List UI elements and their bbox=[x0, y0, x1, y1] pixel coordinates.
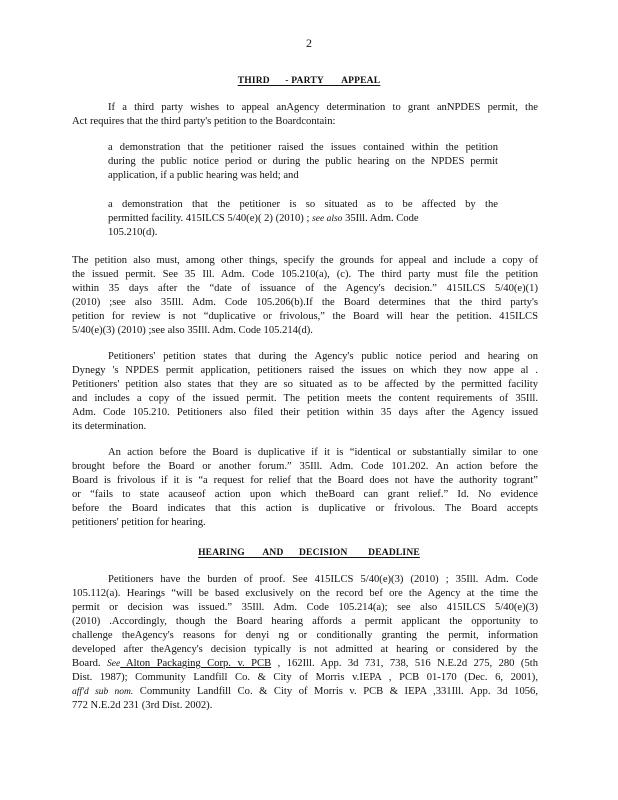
text-line: (2010) ;see also 35Ill. Adm. Code 105.206(b).If the Board determines that the third party's bbox=[72, 297, 538, 308]
text-line: a demonstration that the petitioner raised the issues contained within the petition bbox=[108, 142, 498, 153]
text-line: Petitioners have the burden of proof. See 415ILCS 5/40(e)(3) (2010) ; 35Ill. Adm. Code bbox=[108, 574, 538, 585]
heading-text: HEARING AND DECISION DEADLINE bbox=[198, 548, 420, 558]
text-line: (2010) .Accordingly, though the Board hearing affords a permit applicant the opportunity to bbox=[72, 616, 538, 627]
text-line: 5/40(e)(3) (2010) ;see also 35Ill. Adm. Code 105.214(d). bbox=[72, 325, 313, 336]
heading-text: THIRD - PARTY APPEAL bbox=[237, 76, 381, 86]
text-line: and includes a copy of the issued permit. The petition meets the content requirements of 35Ill. bbox=[72, 393, 538, 404]
case-name: Alton Packaging Corp. v. PCB bbox=[120, 658, 272, 669]
text-run: Community Landfill Co. & City of Morris v. PCB & IEPA ,331Ill. App. 3d 1056, bbox=[133, 686, 538, 697]
paragraph-duplicative-frivolous bbox=[72, 446, 538, 530]
text-run: 35Ill. Adm. Code bbox=[342, 213, 419, 224]
text-run: permitted facility. 415ILCS 5/40(e)( 2) (2010) ; bbox=[108, 213, 313, 224]
text-line: 772 N.E.2d 231 (3rd Dist. 2002). bbox=[72, 700, 213, 711]
text-line bbox=[72, 685, 538, 699]
text-line: The petition also must, among other things, specify the grounds for appeal and include a copy of bbox=[72, 255, 538, 266]
list-item-demonstration-1 bbox=[108, 141, 498, 183]
text-line: brought before the Board or another forum.” 35Ill. Adm. Code 101.202. An action before the bbox=[72, 461, 538, 472]
text-line: application, if a public hearing was held; and bbox=[108, 170, 299, 181]
citation-signal: See bbox=[106, 659, 121, 669]
text-line: Petitioners' petition states that during the Agency's public notice period and hearing on bbox=[108, 351, 538, 362]
text-line: Act requires that the third party's petition to the Boardcontain: bbox=[72, 116, 336, 127]
text-line: petitioners' petition for hearing. bbox=[72, 517, 206, 528]
text-line: Dist. 1987); Community Landfill Co. & City of Morris v.IEPA , PCB 01-170 (Dec. 6, 2001), bbox=[72, 672, 538, 683]
text-line: the issued permit. See 35 Ill. Adm. Code 105.210(a), (c). The third party must file the petition bbox=[72, 269, 538, 280]
text-line: Dynegy 's NPDES permit application, petitioners raised the issues on which they now appe al . bbox=[72, 365, 538, 376]
text-line: or “fails to state acauseof action upon which theBoard can grant relief.” Id. No evidence bbox=[72, 489, 538, 500]
text-line: petition for review is not “duplicative or frivolous,” the Board will hear the petition. 415ILCS bbox=[72, 311, 538, 322]
page-number: 2 bbox=[306, 36, 312, 50]
paragraph-intro bbox=[72, 101, 538, 129]
section-heading-third-party-appeal bbox=[0, 76, 618, 86]
text-line: Board is frivolous if it is “a request for relief that the Board does not have the authority togrant” bbox=[72, 475, 538, 486]
citation-signal: see also bbox=[312, 214, 343, 224]
text-line: 105.210(d). bbox=[108, 227, 158, 238]
section-heading-hearing-deadline bbox=[0, 548, 618, 558]
text-line bbox=[72, 657, 538, 671]
paragraph-burden-of-proof bbox=[72, 573, 538, 713]
text-line: before the Board indicates that this action is duplicative or frivolous. The Board accepts bbox=[72, 503, 538, 514]
text-line: Adm. Code 105.210. Petitioners also filed their petition within 35 days after the Agency issued bbox=[72, 407, 538, 418]
citation-signal: aff'd sub nom. bbox=[72, 687, 134, 697]
text-line: An action before the Board is duplicative if it is “identical or substantially similar to one bbox=[108, 447, 538, 458]
text-run: Board. bbox=[72, 658, 107, 669]
text-line: permit or decision was issued.” 35Ill. Adm. Code 105.214(a); see also 415ILCS 5/40(e)(3) bbox=[72, 602, 538, 613]
text-line: If a third party wishes to appeal anAgency determination to grant anNPDES permit, the bbox=[108, 102, 538, 113]
text-line: developed after theAgency's decision typically is not admitted at hearing or considered by the bbox=[72, 644, 538, 655]
text-line: within 35 days after the “date of issuance of the Agency's decision.” 415ILCS 5/40(e)(1) bbox=[72, 283, 538, 294]
text-line: challenge theAgency's reasons for denyi ng or conditionally granting the permit, information bbox=[72, 630, 538, 641]
text-line: its determination. bbox=[72, 421, 147, 432]
paragraph-petition-requirements bbox=[72, 254, 538, 338]
text-line bbox=[108, 212, 498, 226]
text-line: 105.112(a). Hearings “will be based exclusively on the record bef ore the Agency at the time the bbox=[72, 588, 538, 599]
paragraph-petitioners-statement bbox=[72, 350, 538, 434]
text-line: during the public notice period or during the public hearing on the NPDES permit bbox=[108, 156, 498, 167]
text-run: , 162Ill. App. 3d 731, 738, 516 N.E.2d 275, 280 (5th bbox=[271, 658, 538, 669]
text-line: a demonstration that the petitioner is so situated as to be affected by the bbox=[108, 199, 498, 210]
text-line: Petitioners' petition also states that they are so situated as to be affected by the permitted facility bbox=[72, 379, 538, 390]
list-item-demonstration-2 bbox=[108, 198, 498, 240]
